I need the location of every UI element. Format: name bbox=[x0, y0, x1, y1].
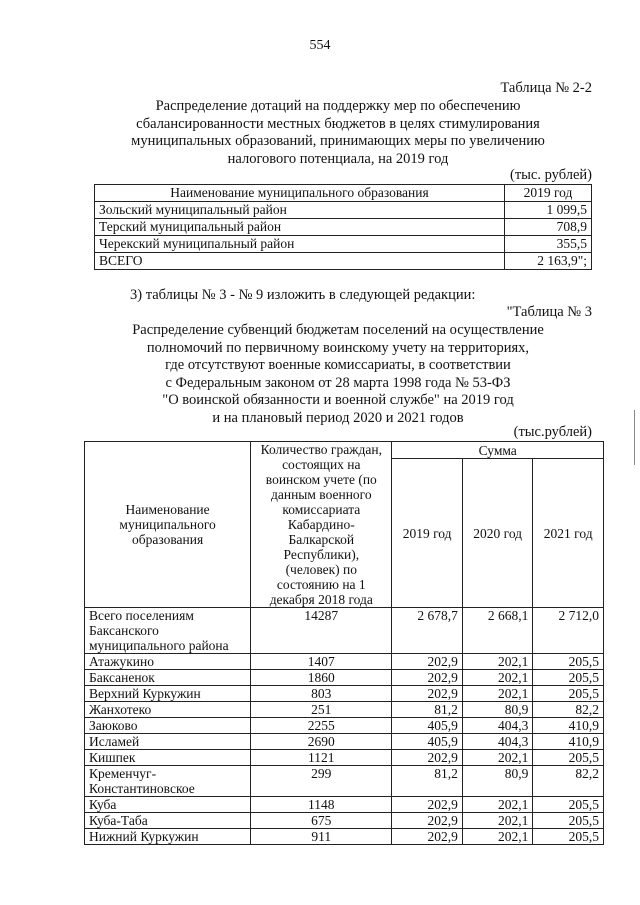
row-name: Заюково bbox=[85, 718, 251, 734]
row-2019: 202,9 bbox=[392, 670, 463, 686]
row-name: Кишпек bbox=[85, 750, 251, 766]
row-2021: 2 712,0 bbox=[533, 608, 604, 654]
table-label-2-2: Таблица № 2-2 bbox=[500, 80, 592, 96]
row-name: Всего поселениям Баксанского муниципального района bbox=[85, 608, 251, 654]
row-2021: 205,5 bbox=[533, 797, 604, 813]
row-count: 1860 bbox=[251, 670, 392, 686]
header-year: 2019 год bbox=[505, 185, 592, 202]
row-name: Исламей bbox=[85, 734, 251, 750]
row-count: 1148 bbox=[251, 797, 392, 813]
row-2021: 205,5 bbox=[533, 654, 604, 670]
header-year-2021: 2021 год bbox=[533, 459, 604, 608]
row-2019: 202,9 bbox=[392, 813, 463, 829]
row-2020: 80,9 bbox=[462, 766, 533, 797]
instruction-text: 3) таблицы № 3 - № 9 изложить в следующей редакции: bbox=[130, 287, 476, 303]
table-header-row bbox=[95, 185, 592, 202]
row-name: Куба bbox=[85, 797, 251, 813]
table-row bbox=[85, 797, 604, 813]
row-2019: 202,9 bbox=[392, 750, 463, 766]
row-value: 708,9 bbox=[505, 219, 592, 236]
header-year-2019: 2019 год bbox=[392, 459, 463, 608]
table-row bbox=[85, 608, 604, 654]
table-3-title bbox=[18, 322, 640, 427]
subsidy-table-2-2 bbox=[94, 184, 592, 270]
row-2020: 202,1 bbox=[462, 829, 533, 845]
row-2021: 410,9 bbox=[533, 734, 604, 750]
table-row bbox=[85, 813, 604, 829]
row-name: Баксаненок bbox=[85, 670, 251, 686]
row-count: 675 bbox=[251, 813, 392, 829]
row-name: Терский муниципальный район bbox=[95, 219, 505, 236]
row-2020: 2 668,1 bbox=[462, 608, 533, 654]
title-line: где отсутствуют военные комиссариаты, в соответствии bbox=[165, 357, 511, 373]
row-name: Нижний Куркужин bbox=[85, 829, 251, 845]
row-2019: 202,9 bbox=[392, 797, 463, 813]
row-value: 2 163,9"; bbox=[505, 253, 592, 270]
table-row bbox=[85, 702, 604, 718]
header-name: Наименование муниципального образования bbox=[95, 185, 505, 202]
table-row bbox=[95, 236, 592, 253]
row-count: 1121 bbox=[251, 750, 392, 766]
title-line: сбалансированности местных бюджетов в целях стимулирования bbox=[136, 115, 540, 132]
unit-label: (тыс.рублей) bbox=[513, 424, 592, 440]
row-2020: 404,3 bbox=[462, 718, 533, 734]
subvention-table-3 bbox=[84, 441, 604, 845]
title-line: Распределение субвенций бюджетам поселений на осуществление bbox=[132, 322, 544, 338]
row-count: 2255 bbox=[251, 718, 392, 734]
table-2-2-title bbox=[18, 98, 640, 168]
table-row bbox=[85, 686, 604, 702]
row-2019: 405,9 bbox=[392, 734, 463, 750]
row-count: 14287 bbox=[251, 608, 392, 654]
title-line: муниципальных образований, принимающих меры по увеличению bbox=[131, 133, 545, 149]
row-2020: 202,1 bbox=[462, 670, 533, 686]
header-name: Наименование муниципального образования bbox=[85, 442, 251, 608]
row-2019: 202,9 bbox=[392, 686, 463, 702]
row-2021: 410,9 bbox=[533, 718, 604, 734]
table-header-row bbox=[85, 442, 604, 459]
row-2020: 202,1 bbox=[462, 813, 533, 829]
row-2020: 202,1 bbox=[462, 750, 533, 766]
row-count: 911 bbox=[251, 829, 392, 845]
row-name: Жанхотеко bbox=[85, 702, 251, 718]
table-row bbox=[85, 654, 604, 670]
title-line: Распределение дотаций на поддержку мер по обеспечению bbox=[155, 98, 521, 114]
page-number: 554 bbox=[309, 38, 331, 53]
row-2019: 405,9 bbox=[392, 718, 463, 734]
unit-label: (тыс. рублей) bbox=[510, 167, 592, 183]
row-2019: 202,9 bbox=[392, 829, 463, 845]
row-2021: 205,5 bbox=[533, 813, 604, 829]
header-count: Количество граждан, состоящих на воинском учете (по данным военного комиссариата Кабардино-Балкарской Республики), (человек) по состоянию на 1 декабря 2018 года bbox=[251, 442, 392, 608]
table-label-3: "Таблица № 3 bbox=[506, 304, 592, 320]
table-row bbox=[95, 202, 592, 219]
row-count: 2690 bbox=[251, 734, 392, 750]
table-row bbox=[85, 829, 604, 845]
row-2021: 205,5 bbox=[533, 670, 604, 686]
row-2020: 202,1 bbox=[462, 654, 533, 670]
row-name: Куба-Таба bbox=[85, 813, 251, 829]
scan-margin-mark bbox=[634, 410, 638, 465]
table-row bbox=[85, 734, 604, 750]
table-row bbox=[85, 718, 604, 734]
row-value: 355,5 bbox=[505, 236, 592, 253]
row-name: Черекский муниципальный район bbox=[95, 236, 505, 253]
title-line: с Федеральным законом от 28 марта 1998 года № 53-ФЗ bbox=[165, 374, 511, 391]
row-2019: 202,9 bbox=[392, 654, 463, 670]
row-2021: 82,2 bbox=[533, 766, 604, 797]
table-row bbox=[95, 253, 592, 270]
header-sum: Сумма bbox=[392, 442, 604, 459]
row-name: Верхний Куркужин bbox=[85, 686, 251, 702]
title-line: "О воинской обязанности и военной службе" на 2019 год bbox=[162, 392, 514, 408]
row-2021: 205,5 bbox=[533, 750, 604, 766]
row-value: 1 099,5 bbox=[505, 202, 592, 219]
row-2021: 205,5 bbox=[533, 829, 604, 845]
row-2019: 2 678,7 bbox=[392, 608, 463, 654]
row-count: 1407 bbox=[251, 654, 392, 670]
row-2020: 202,1 bbox=[462, 797, 533, 813]
row-name: Атажукино bbox=[85, 654, 251, 670]
header-year-2020: 2020 год bbox=[462, 459, 533, 608]
table-row bbox=[85, 670, 604, 686]
row-name: Кременчуг-Константиновское bbox=[85, 766, 251, 797]
row-count: 803 bbox=[251, 686, 392, 702]
table-row bbox=[85, 750, 604, 766]
row-2021: 205,5 bbox=[533, 686, 604, 702]
row-count: 251 bbox=[251, 702, 392, 718]
table-row bbox=[85, 766, 604, 797]
row-name: Зольский муниципальный район bbox=[95, 202, 505, 219]
row-2020: 404,3 bbox=[462, 734, 533, 750]
title-line: и на плановый период 2020 и 2021 годов bbox=[212, 409, 464, 426]
row-2020: 80,9 bbox=[462, 702, 533, 718]
row-2019: 81,2 bbox=[392, 702, 463, 718]
title-line: налогового потенциала, на 2019 год bbox=[227, 150, 449, 167]
row-name: ВСЕГО bbox=[95, 253, 505, 270]
table-row bbox=[95, 219, 592, 236]
title-line: полномочий по первичному воинскому учету на территориях, bbox=[146, 339, 530, 356]
row-count: 299 bbox=[251, 766, 392, 797]
row-2019: 81,2 bbox=[392, 766, 463, 797]
row-2021: 82,2 bbox=[533, 702, 604, 718]
row-2020: 202,1 bbox=[462, 686, 533, 702]
